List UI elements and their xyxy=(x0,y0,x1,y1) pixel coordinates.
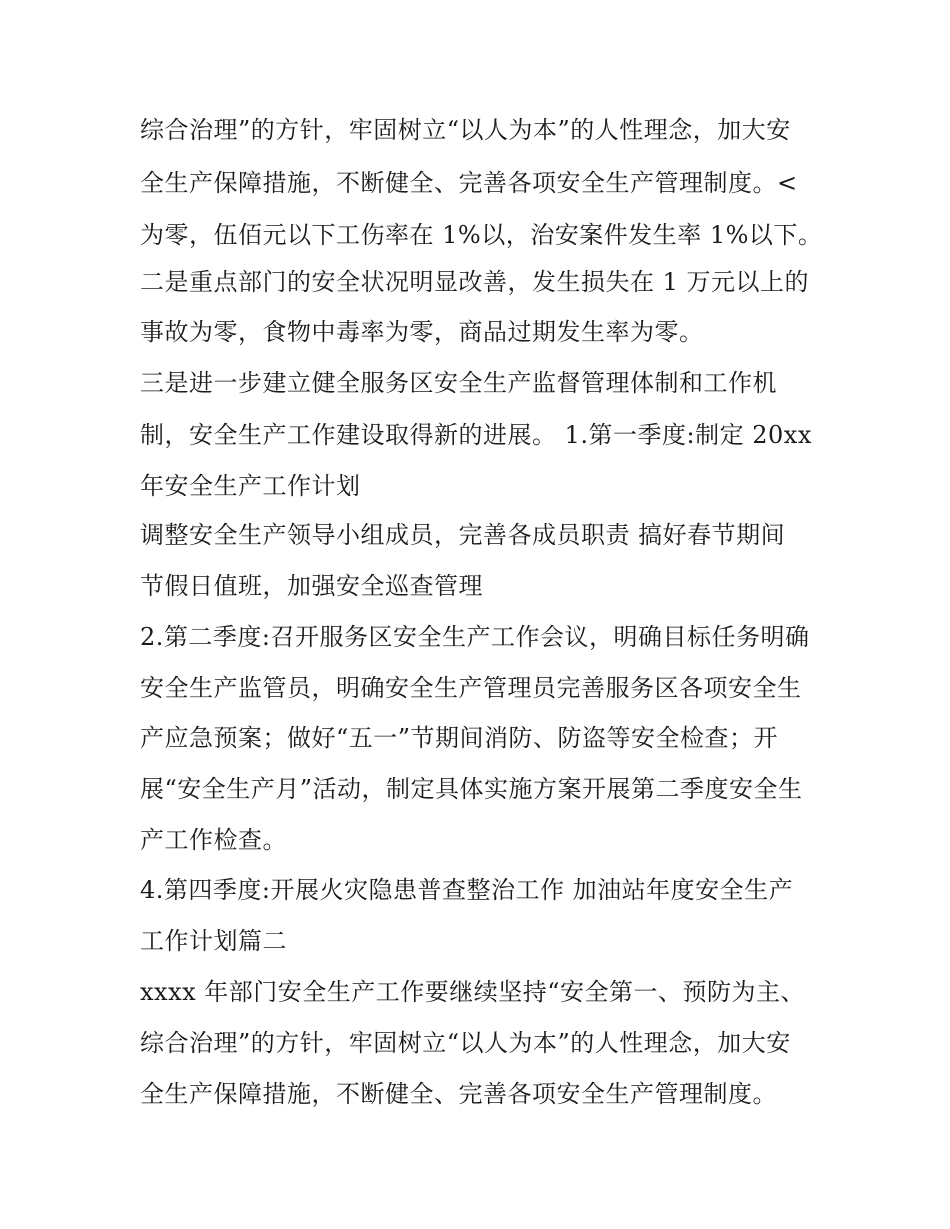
text-line: 事故为零，食物中毒率为零，商品过期发生率为零。 xyxy=(140,318,704,346)
text-line: 安全生产监管员，明确安全生产管理员完善服务区各项安全生 xyxy=(140,674,802,702)
text-line: 展“安全生产月”活动，制定具体实施方案开展第二季度安全生 xyxy=(140,775,803,803)
text-line: 三是进一步建立健全服务区安全生产监督管理体制和工作机 xyxy=(140,369,777,397)
text-line: 产应急预案；做好“五一”节期间消防、防盗等安全检查；开 xyxy=(140,724,779,752)
text-line: 4.第四季度:开展火灾隐患普查整治工作 加油站年度安全生产 xyxy=(140,876,794,904)
text-line: 综合治理”的方针，牢固树立“以人为本”的人性理念，加大安 xyxy=(140,116,791,144)
text-line: 工作计划篇二 xyxy=(140,927,287,955)
text-line: 全生产保障措施，不断健全、完善各项安全生产管理制度。< xyxy=(140,169,798,197)
text-line: 制，安全生产工作建设取得新的进展。 1.第一季度:制定 20xx xyxy=(140,421,812,449)
text-line: xxxx 年部门安全生产工作要继续坚持“安全第一、预防为主、 xyxy=(140,978,806,1006)
text-line: 综合治理”的方针，牢固树立“以人为本”的人性理念，加大安 xyxy=(140,1029,791,1057)
text-line: 二是重点部门的安全状况明显改善，发生损失在 1 万元以上的 xyxy=(140,268,810,296)
text-line: 节假日值班，加强安全巡查管理 xyxy=(140,572,483,600)
text-line: 全生产保障措施，不断健全、完善各项安全生产管理制度。 xyxy=(140,1080,777,1108)
text-line: 为零，伍佰元以下工伤率在 1%以，治安案件发生率 1%以下。 xyxy=(140,221,823,249)
text-line: 年安全生产工作计划 xyxy=(140,472,361,500)
text-line: 产工作检查。 xyxy=(140,826,287,854)
text-line: 调整安全生产领导小组成员，完善各成员职责 搞好春节期间 xyxy=(140,521,786,549)
text-line: 2.第二季度:召开服务区安全生产工作会议，明确目标任务明确 xyxy=(140,623,810,651)
